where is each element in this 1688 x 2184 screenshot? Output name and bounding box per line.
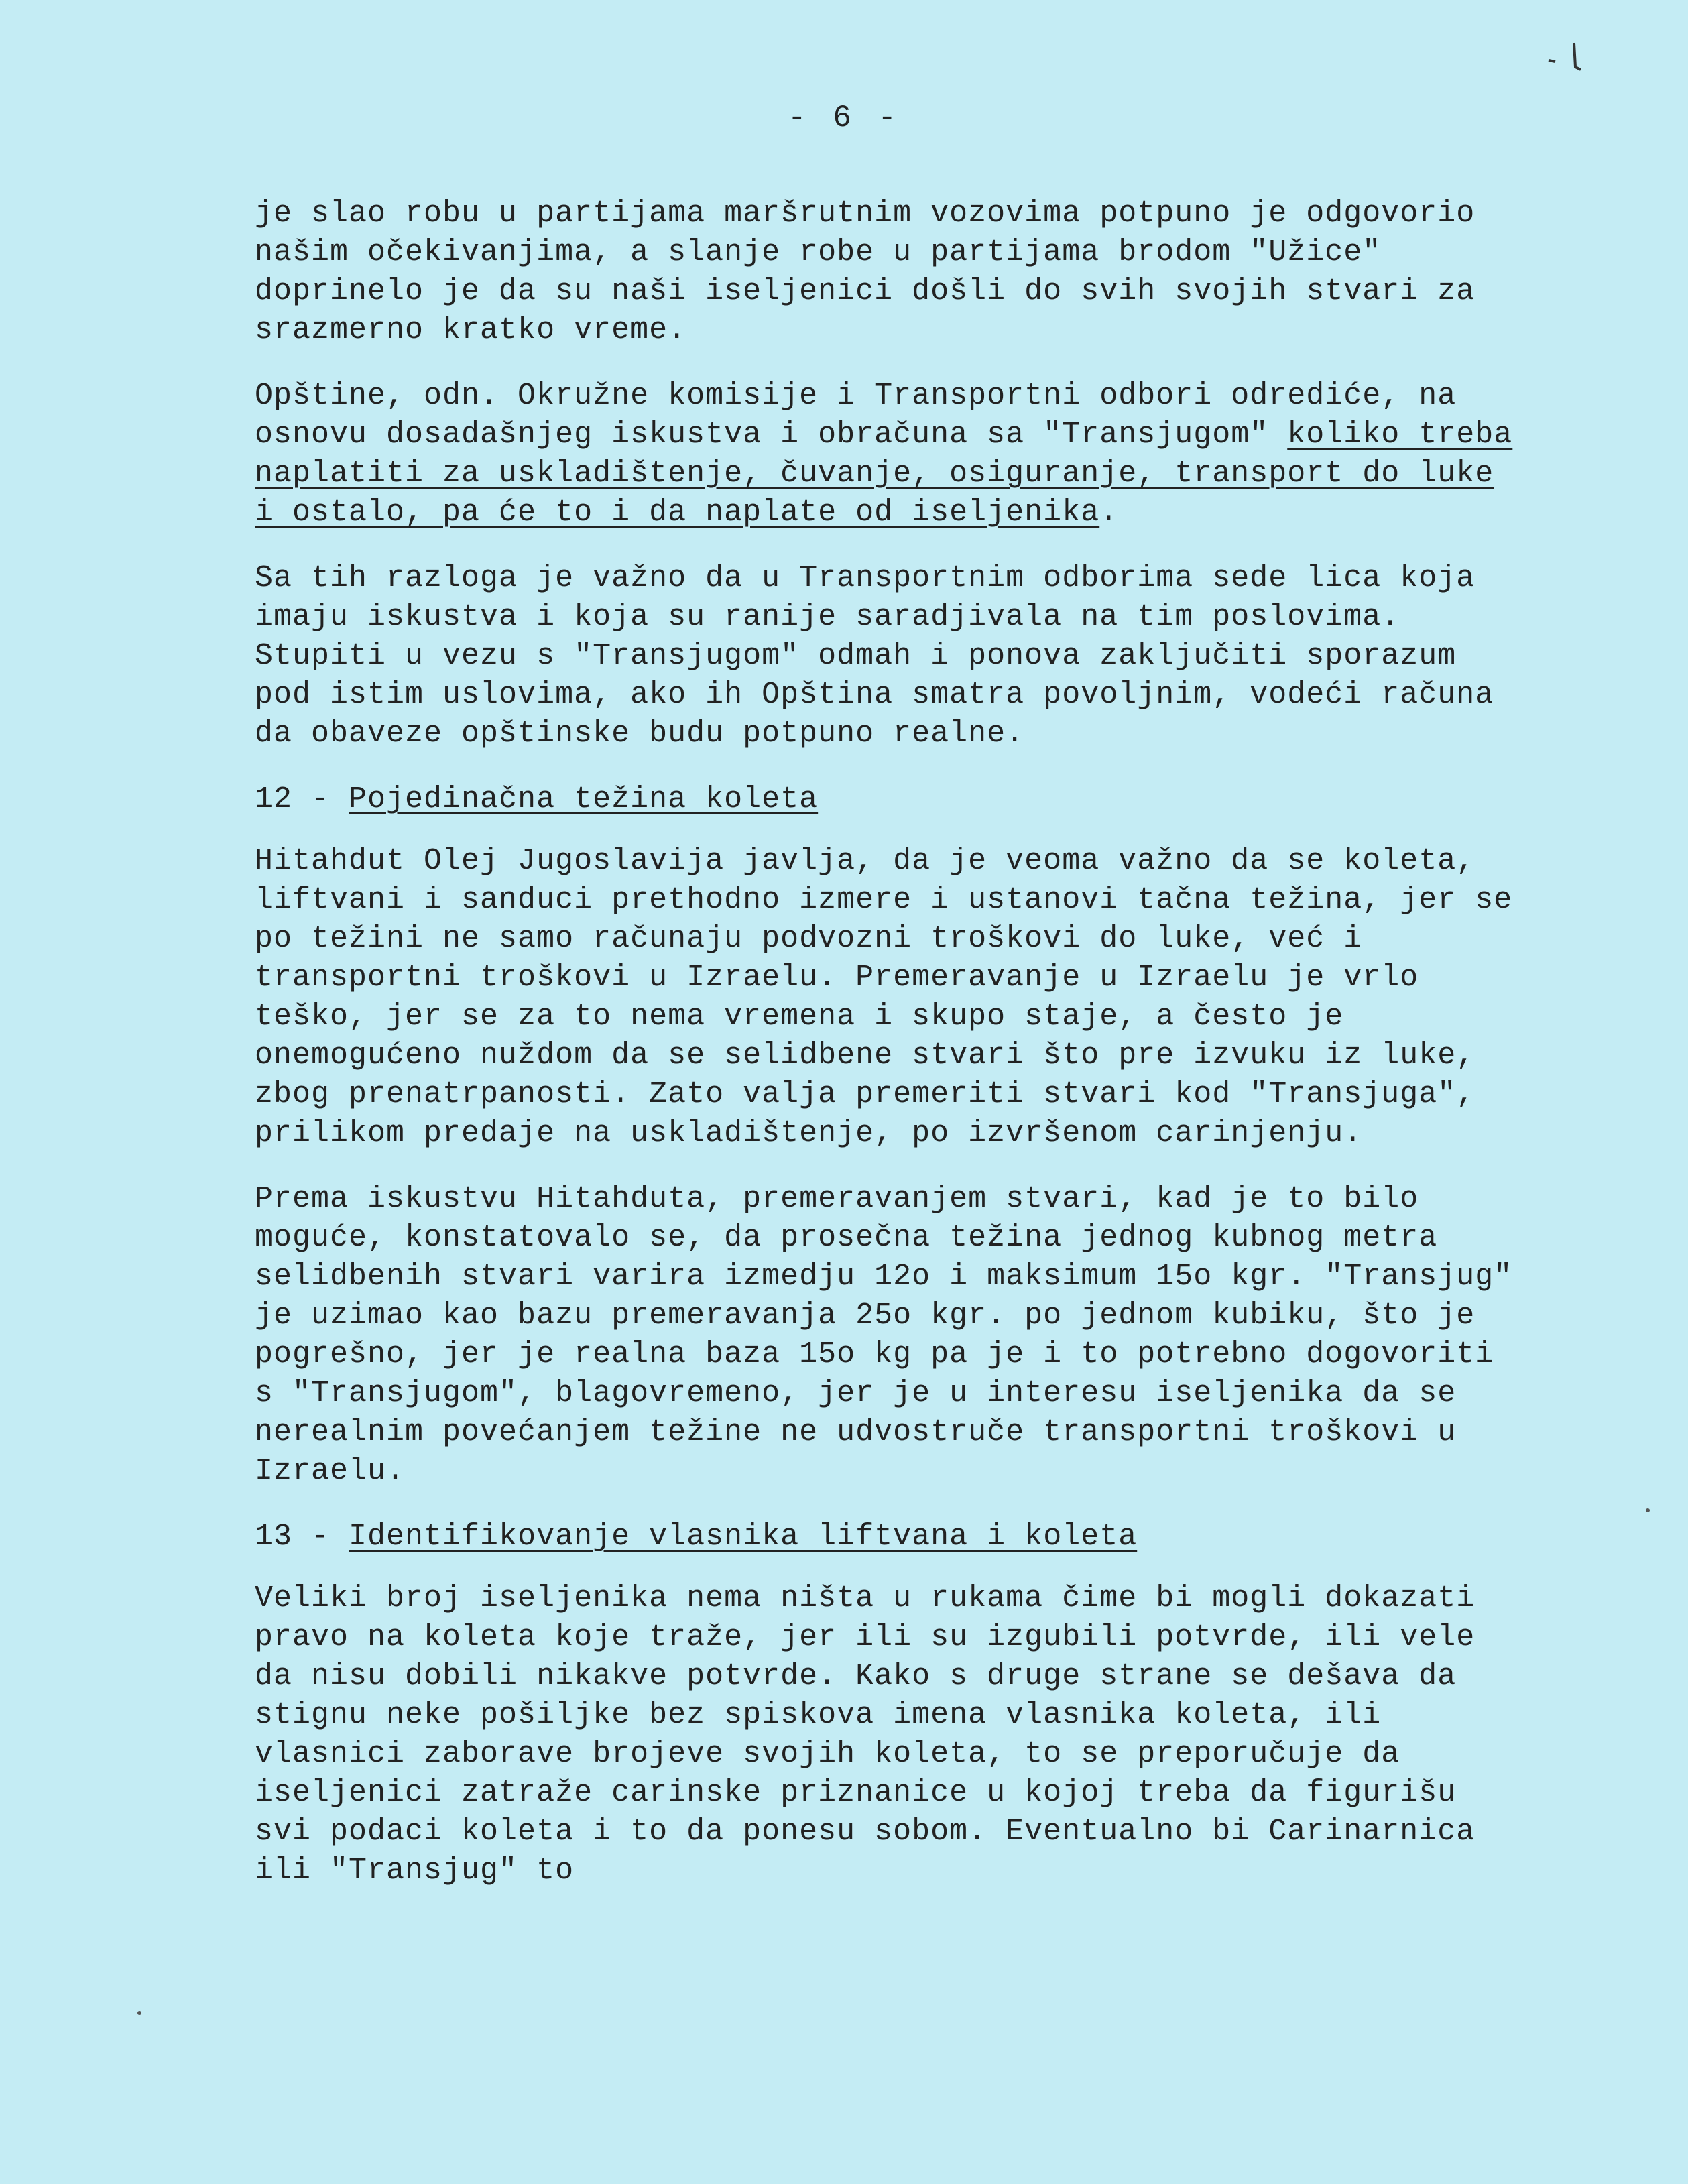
paragraph: je slao robu u partijama maršrutnim vozovima potpuno je odgovorio našim očekivanjima, a slanje robe u partijama brodom "Užice" doprinelo je da su naši iseljenici došli do svih svojih stvari za srazmerno kratko vreme. <box>255 196 1475 347</box>
section-heading <box>255 1518 1515 1557</box>
paragraph-text: . <box>1099 495 1119 530</box>
paragraph <box>255 377 1515 532</box>
section-heading <box>255 780 1515 819</box>
paragraph: Sa tih razloga je važno da u Transportnim odborima sede lica koja imaju iskustva i koja su ranije saradjivala na tim poslovima. Stupiti u vezu s "Transjugom" odmah i ponova zaključiti sporazum pod istim uslovima, ako ih Opština smatra povoljnim, vodeći računa da obaveze opštinske budu potpuno realne. <box>255 561 1494 751</box>
paragraph: Prema iskustvu Hitahduta, premeravanjem stvari, kad je to bilo moguće, konstatovalo se, da prosečna težina jednog kubnog metra selidbenih stvari varira izmedju 12o i maksimum 15o kgr. "Transjug" je uzimao kao bazu premeravanja 25o kgr. po jednom kubiku, što je pogrešno, jer je realna baza 15o kg pa je i to potrebno dogovoriti s "Transjugom", blagovremeno, jer je u interesu iseljenika da se nerealnim povećanjem težine ne udvostruče transportni troškovi u Izraelu. <box>255 1182 1513 1488</box>
paper-speck <box>1646 1508 1650 1512</box>
document-body <box>255 194 1515 1917</box>
paragraph: Veliki broj iseljenika nema ništa u rukama čime bi mogli dokazati pravo na koleta koje traže, jer ili su izgubili potvrde, ili vele da nisu dobili nikakve potvrde. Kako s druge strane se dešava da stignu neke pošiljke bez spiskova imena vlasnika koleta, ili vlasnici zaborave brojeve svojih koleta, to se preporučuje da iseljenici zatraže carinske priznanice u kojoj treba da figurišu svi podaci koleta i to da ponesu sobom. Eventualno bi Carinarnica ili "Transjug" to <box>255 1581 1475 1888</box>
paragraph: Hitahdut Olej Jugoslavija javlja, da je veoma važno da se koleta, liftvani i sanduci prethodno izmere i ustanovi tačna težina, jer se po težini ne samo računaju podvozni troškovi do luke, već i transportni troškovi u Izraelu. Premeravanje u Izraelu je vrlo teško, jer se za to nema vremena i skupo staje, a često je onemogućeno nuždom da se selidbene stvari što pre izvuku iz luke, zbog prenatrpanosti. Zato valja premeriti stvari kod "Transjuga", prilikom predaje na uskladištenje, po izvršenom carinjenju. <box>255 844 1513 1150</box>
page-number: - 6 - <box>787 101 901 135</box>
corner-mark <box>1542 40 1582 74</box>
paragraph-text: Opštine, odn. Okružne komisije i Transportni odbori odrediće, na osnovu dosadašnjeg iskustva i obračuna sa "Transjugom" <box>255 379 1457 452</box>
section-number: 13 - <box>255 1520 349 1554</box>
section-title: Identifikovanje vlasnika liftvana i koleta <box>349 1520 1138 1554</box>
section-number: 12 - <box>255 782 349 816</box>
section-title: Pojedinačna težina koleta <box>349 782 819 816</box>
paper-speck <box>137 2011 141 2015</box>
underlined-text: koliko treba naplatiti za uskladištenje, čuvanje, osiguranje, transport do luke i ostalo, pa će to i da naplate od iseljenika <box>255 418 1513 530</box>
